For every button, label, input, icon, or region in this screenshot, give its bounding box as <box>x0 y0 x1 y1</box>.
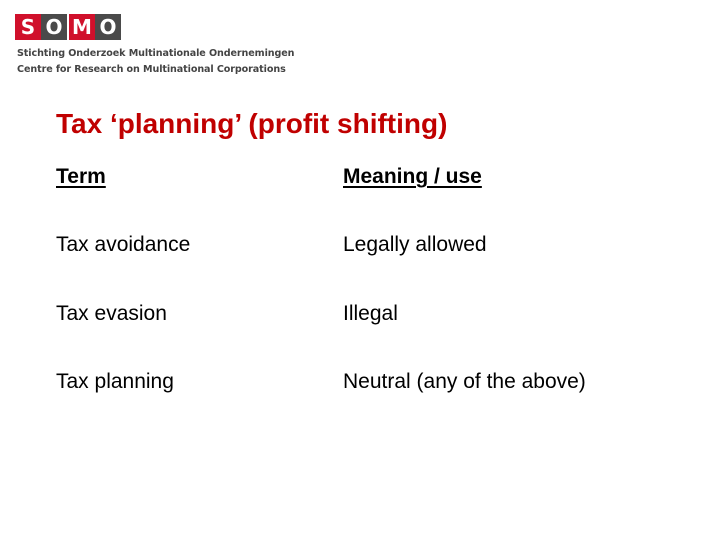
table-row <box>56 370 676 402</box>
row-meaning: Illegal <box>343 302 398 325</box>
table-row <box>56 302 676 334</box>
row-term: Tax avoidance <box>56 233 191 256</box>
row-term: Tax evasion <box>56 302 167 325</box>
row-term: Tax planning <box>56 370 174 393</box>
org-name-english: Centre for Research on Multinational Corporations <box>17 64 286 75</box>
logo-letter-o: O <box>41 14 67 40</box>
table-row <box>56 233 676 265</box>
somo-logo <box>15 14 121 40</box>
org-name-dutch: Stichting Onderzoek Multinationale Ondernemingen <box>17 48 295 59</box>
header-term: Term <box>56 165 106 188</box>
header-meaning: Meaning / use <box>343 165 482 188</box>
logo-letter-s: S <box>15 14 41 40</box>
logo-letter-m: M <box>69 14 95 40</box>
table-header-row <box>56 165 676 197</box>
row-meaning: Legally allowed <box>343 233 487 256</box>
logo-letter-o-2: O <box>95 14 121 40</box>
slide-title: Tax ‘planning’ (profit shifting) <box>56 108 448 139</box>
row-meaning: Neutral (any of the above) <box>343 370 586 393</box>
